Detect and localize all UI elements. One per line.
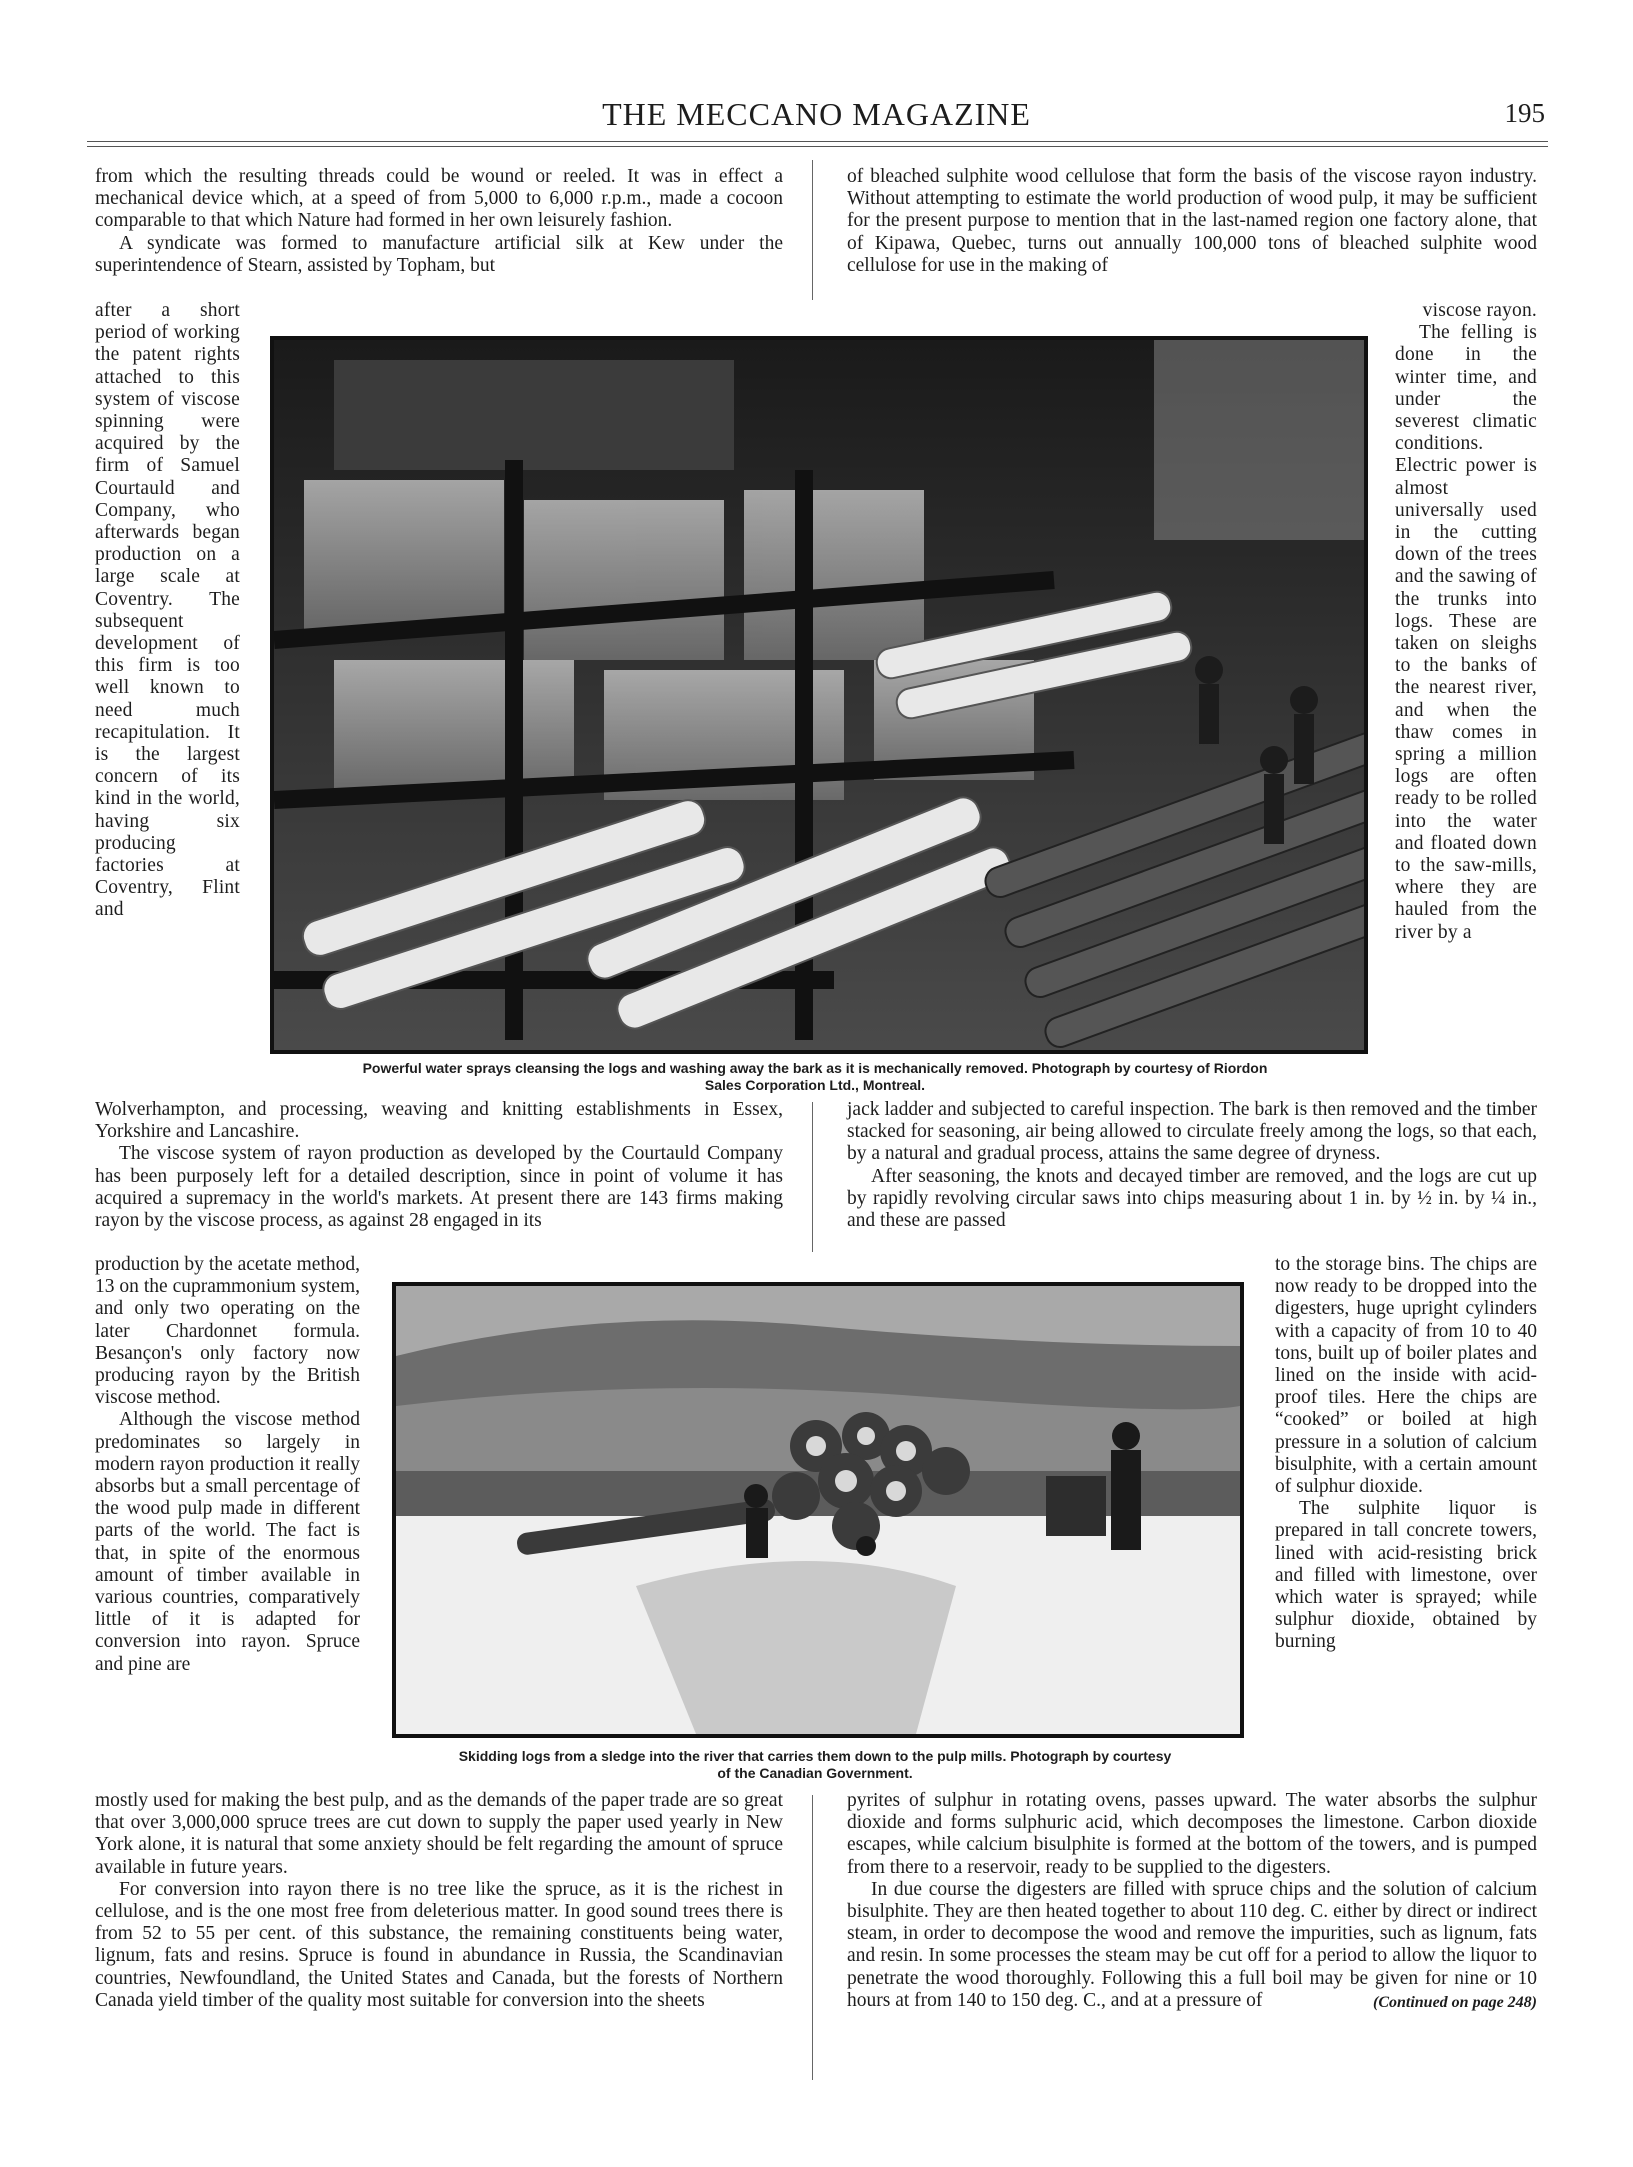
log-washing-image (274, 340, 1364, 1050)
caption-line: of the Canadian Government. (717, 1765, 913, 1781)
column-divider-foot (812, 1795, 813, 2080)
right-col-narrow-2 (1275, 1254, 1537, 1654)
paragraph: The viscose system of rayon production as developed by the Courtauld Company has been purposely left for a detailed description, since in point of volume it has acquired a supremacy in the world's markets. At present there are 143 firms making rayon by the viscose process, as against 28 engaged in its (95, 1143, 783, 1232)
paragraph: In due course the digesters are filled with spruce chips and the solution of calcium bisulphite. They are then heated together to about 110 deg. C. either by direct or indirect steam, in order to decompose the wood and remove the impurities, such as lignum, fats and resin. In some processes the steam may be cut off for a period to allow the liquor to penetrate the wood thoroughly. Following this a full boil may be given for nine or 10 hours at from 140 to 150 deg. C., and at a pressure of (847, 1878, 1537, 2011)
paragraph: pyrites of sulphur in rotating ovens, passes upward. The water absorbs the sulphur dioxide and forms sulphuric acid, which decomposes the limestone. Carbon dioxide escapes, while calcium bisulphite is formed at the bottom of the towers, and is pumped from there to a reservoir, ready to be supplied to the digesters. (847, 1790, 1537, 1878)
paragraph: After seasoning, the knots and decayed timber are removed, and the logs are cut up by rapidly revolving circular saws into chips measuring about 1 in. by ½ in. by ¼ in., and these are passed (847, 1165, 1537, 1232)
page-title: THE MECCANO MAGAZINE (602, 96, 1031, 132)
photo2-caption (380, 1748, 1250, 1782)
column-divider-bottom (812, 1102, 813, 1252)
paragraph: after a short period of working the patent rights attached to this system of viscose spinning were acquired by the firm of Samuel Courtauld and Company, who afterwards began production on a large scale at Coventry. The subsequent development of this firm is too well known to need much recapitulation. It is the largest concern of its kind in the world, having six producing factories at Coventry, Flint and (95, 300, 240, 921)
caption-line: Skidding logs from a sledge into the river that carries them down to the pulp mills. Photograph by courtesy (458, 1748, 1172, 1764)
paragraph: A syndicate was formed to manufacture artificial silk at Kew under the superintendence of Stearn, assisted by Topham, but (95, 232, 783, 276)
page-number: 195 (1504, 98, 1545, 128)
paragraph: to the storage bins. The chips are now ready to be dropped into the digesters, huge upright cylinders with a capacity of from 10 to 40 tons, built up of boiler plates and lined on the inside with acid-proof tiles. Here the chips are “cooked” or boiled at high pressure in a solution of calcium bisulphite, with a certain amount of sulphur dioxide. (1275, 1254, 1537, 1498)
header-rule-top (87, 141, 1548, 142)
paragraph: Although the viscose method predominates so largely in modern rayon production it really absorbs but a small percentage of the wood pulp made in different parts of the world. The fact is that, in spite of the enormous amount of timber available in various countries, comparatively little of it is adapted for conversion into rayon. Spruce and pine are (95, 1409, 360, 1675)
left-col-bottom (95, 1790, 783, 2012)
paragraph: of bleached sulphite wood cellulose that form the basis of the viscose rayon industry. Without attempting to estimate the world production of wood pulp, it may be sufficient for the present purpose to mention that in the last-named region one factory alone, that of Kipawa, Quebec, turns out annually 100,000 tons of bleached sulphite wood cellulose for use in the making of (847, 166, 1537, 276)
right-col-top (847, 166, 1537, 277)
left-col-narrow-1 (95, 300, 240, 922)
left-col-narrow-2 (95, 1254, 360, 1676)
paragraph: The sulphite liquor is prepared in tall concrete towers, lined with acid-resisting brick and filled with limestone, over which water is sprayed; while sulphur dioxide, obtained by burning (1275, 1498, 1537, 1653)
left-col-mid (95, 1099, 783, 1232)
paragraph: The felling is done in the winter time, and under the severest climatic conditions. Electric power is almost universally used in the cutting down of the trees and the sawing of the trunks into logs. These are taken on sleighs to the banks of the nearest river, and when the thaw comes in spring a million logs are often ready to be rolled into the water and floated down to the saw-mills, where they are hauled from the river by a (1395, 322, 1537, 943)
photo-skidding-logs (392, 1282, 1244, 1738)
continued-note: (Continued on page 248) (1372, 1994, 1537, 2012)
paragraph: jack ladder and subjected to careful inspection. The bark is then removed and the timber stacked for seasoning, air being allowed to circulate freely among the logs, so that each, by a natural and gradual process, attains the same degree of dryness. (847, 1099, 1537, 1165)
skidding-logs-image (396, 1286, 1240, 1734)
right-col-mid (847, 1099, 1537, 1232)
right-col-bottom (847, 1790, 1537, 2014)
paragraph: production by the acetate method, 13 on the cuprammonium system, and only two operating on the later Chardonnet formula. Besançon's only factory now producing rayon by the British viscose method. (95, 1254, 360, 1409)
right-col-narrow-1 (1395, 300, 1537, 944)
photo-log-washing (270, 336, 1368, 1054)
header-rule-bottom (87, 146, 1548, 147)
caption-line: Powerful water sprays cleansing the logs and washing away the bark as it is mechanically removed. Photograph by courtesy of Riordon (362, 1060, 1268, 1076)
photo1-caption (250, 1060, 1380, 1094)
paragraph: from which the resulting threads could be wound or reeled. It was in effect a mechanical device which, at a speed of from 5,000 to 6,000 r.p.m., made a cocoon comparable to that which Nature had formed in her own leisurely fashion. (95, 166, 783, 232)
paragraph: viscose rayon. (1422, 300, 1537, 321)
left-col-top (95, 166, 783, 277)
caption-line: Sales Corporation Ltd., Montreal. (704, 1077, 926, 1093)
column-divider-top (812, 160, 813, 300)
paragraph: mostly used for making the best pulp, and as the demands of the paper trade are so great that over 3,000,000 spruce trees are cut down to supply the paper used yearly in New York alone, it is natural that some anxiety should be felt regarding the amount of spruce available in future years. (95, 1790, 783, 1878)
paragraph: Wolverhampton, and processing, weaving and knitting establishments in Essex, Yorkshire and Lancashire. (95, 1099, 783, 1143)
paragraph: For conversion into rayon there is no tree like the spruce, as it is the richest in cellulose, and is the one most free from deleterious matter. In good sound trees there is from 52 to 55 per cent. of this substance, the remaining constituents being water, lignum, fats and resins. Spruce is found in abundance in Russia, the Scandinavian countries, Newfoundland, the United States and Canada, but the forests of Northern Canada yield timber of the quality most suitable for conversion into the sheets (95, 1878, 783, 2011)
